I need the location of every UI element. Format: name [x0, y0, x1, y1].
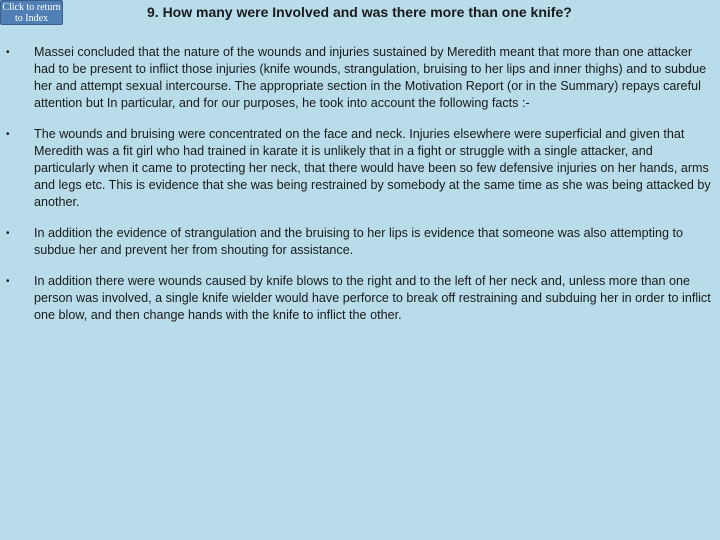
list-item-text: In addition there were wounds caused by knife blows to the right and to the left of her neck and, unless more than one person was involved, a single knife wielder would have perforce to break off restraining and subduing her in order to inflict one blow, and then change hands with the knife to inflict the other.: [34, 274, 711, 322]
list-item-text: Massei concluded that the nature of the wounds and injuries sustained by Meredith meant that more than one attacker had to be present to inflict those injuries (knife wounds, strangulation, bruising to her lips and inner thighs) and to subdue her and attempt sexual intercourse. The appropriate section in the Motivation Report (or in the Summary) repays careful attention but In particular, and for our purposes, he took into account the following facts :-: [34, 45, 707, 110]
bullet-icon: •: [6, 276, 10, 287]
page-title: 9. How many were Involved and was there more than one knife?: [147, 4, 572, 20]
list-item: [0, 225, 720, 259]
list-item-text: The wounds and bruising were concentrated on the face and neck. Injuries elsewhere were superficial and given that Meredith was a fit girl who had trained in karate it is unlikely that in a fight or struggle with a single attacker, and particularly when it came to protecting her neck, that there would have been so few defensive injuries on her hands, arms and legs etc. This is evidence that she was being restrained by somebody at the same time as she was being attacked by another.: [34, 127, 711, 209]
list-item: [0, 273, 720, 324]
return-to-index-button[interactable]: Click to return to Index: [0, 0, 63, 25]
bullet-icon: •: [6, 129, 10, 140]
list-item-text: In addition the evidence of strangulation and the bruising to her lips is evidence that someone was also attempting to subdue her and prevent her from shouting for assistance.: [34, 226, 683, 257]
bullet-list: [0, 44, 720, 338]
bullet-icon: •: [6, 47, 10, 58]
list-item: [0, 126, 720, 211]
list-item: [0, 44, 720, 112]
bullet-icon: •: [6, 228, 10, 239]
